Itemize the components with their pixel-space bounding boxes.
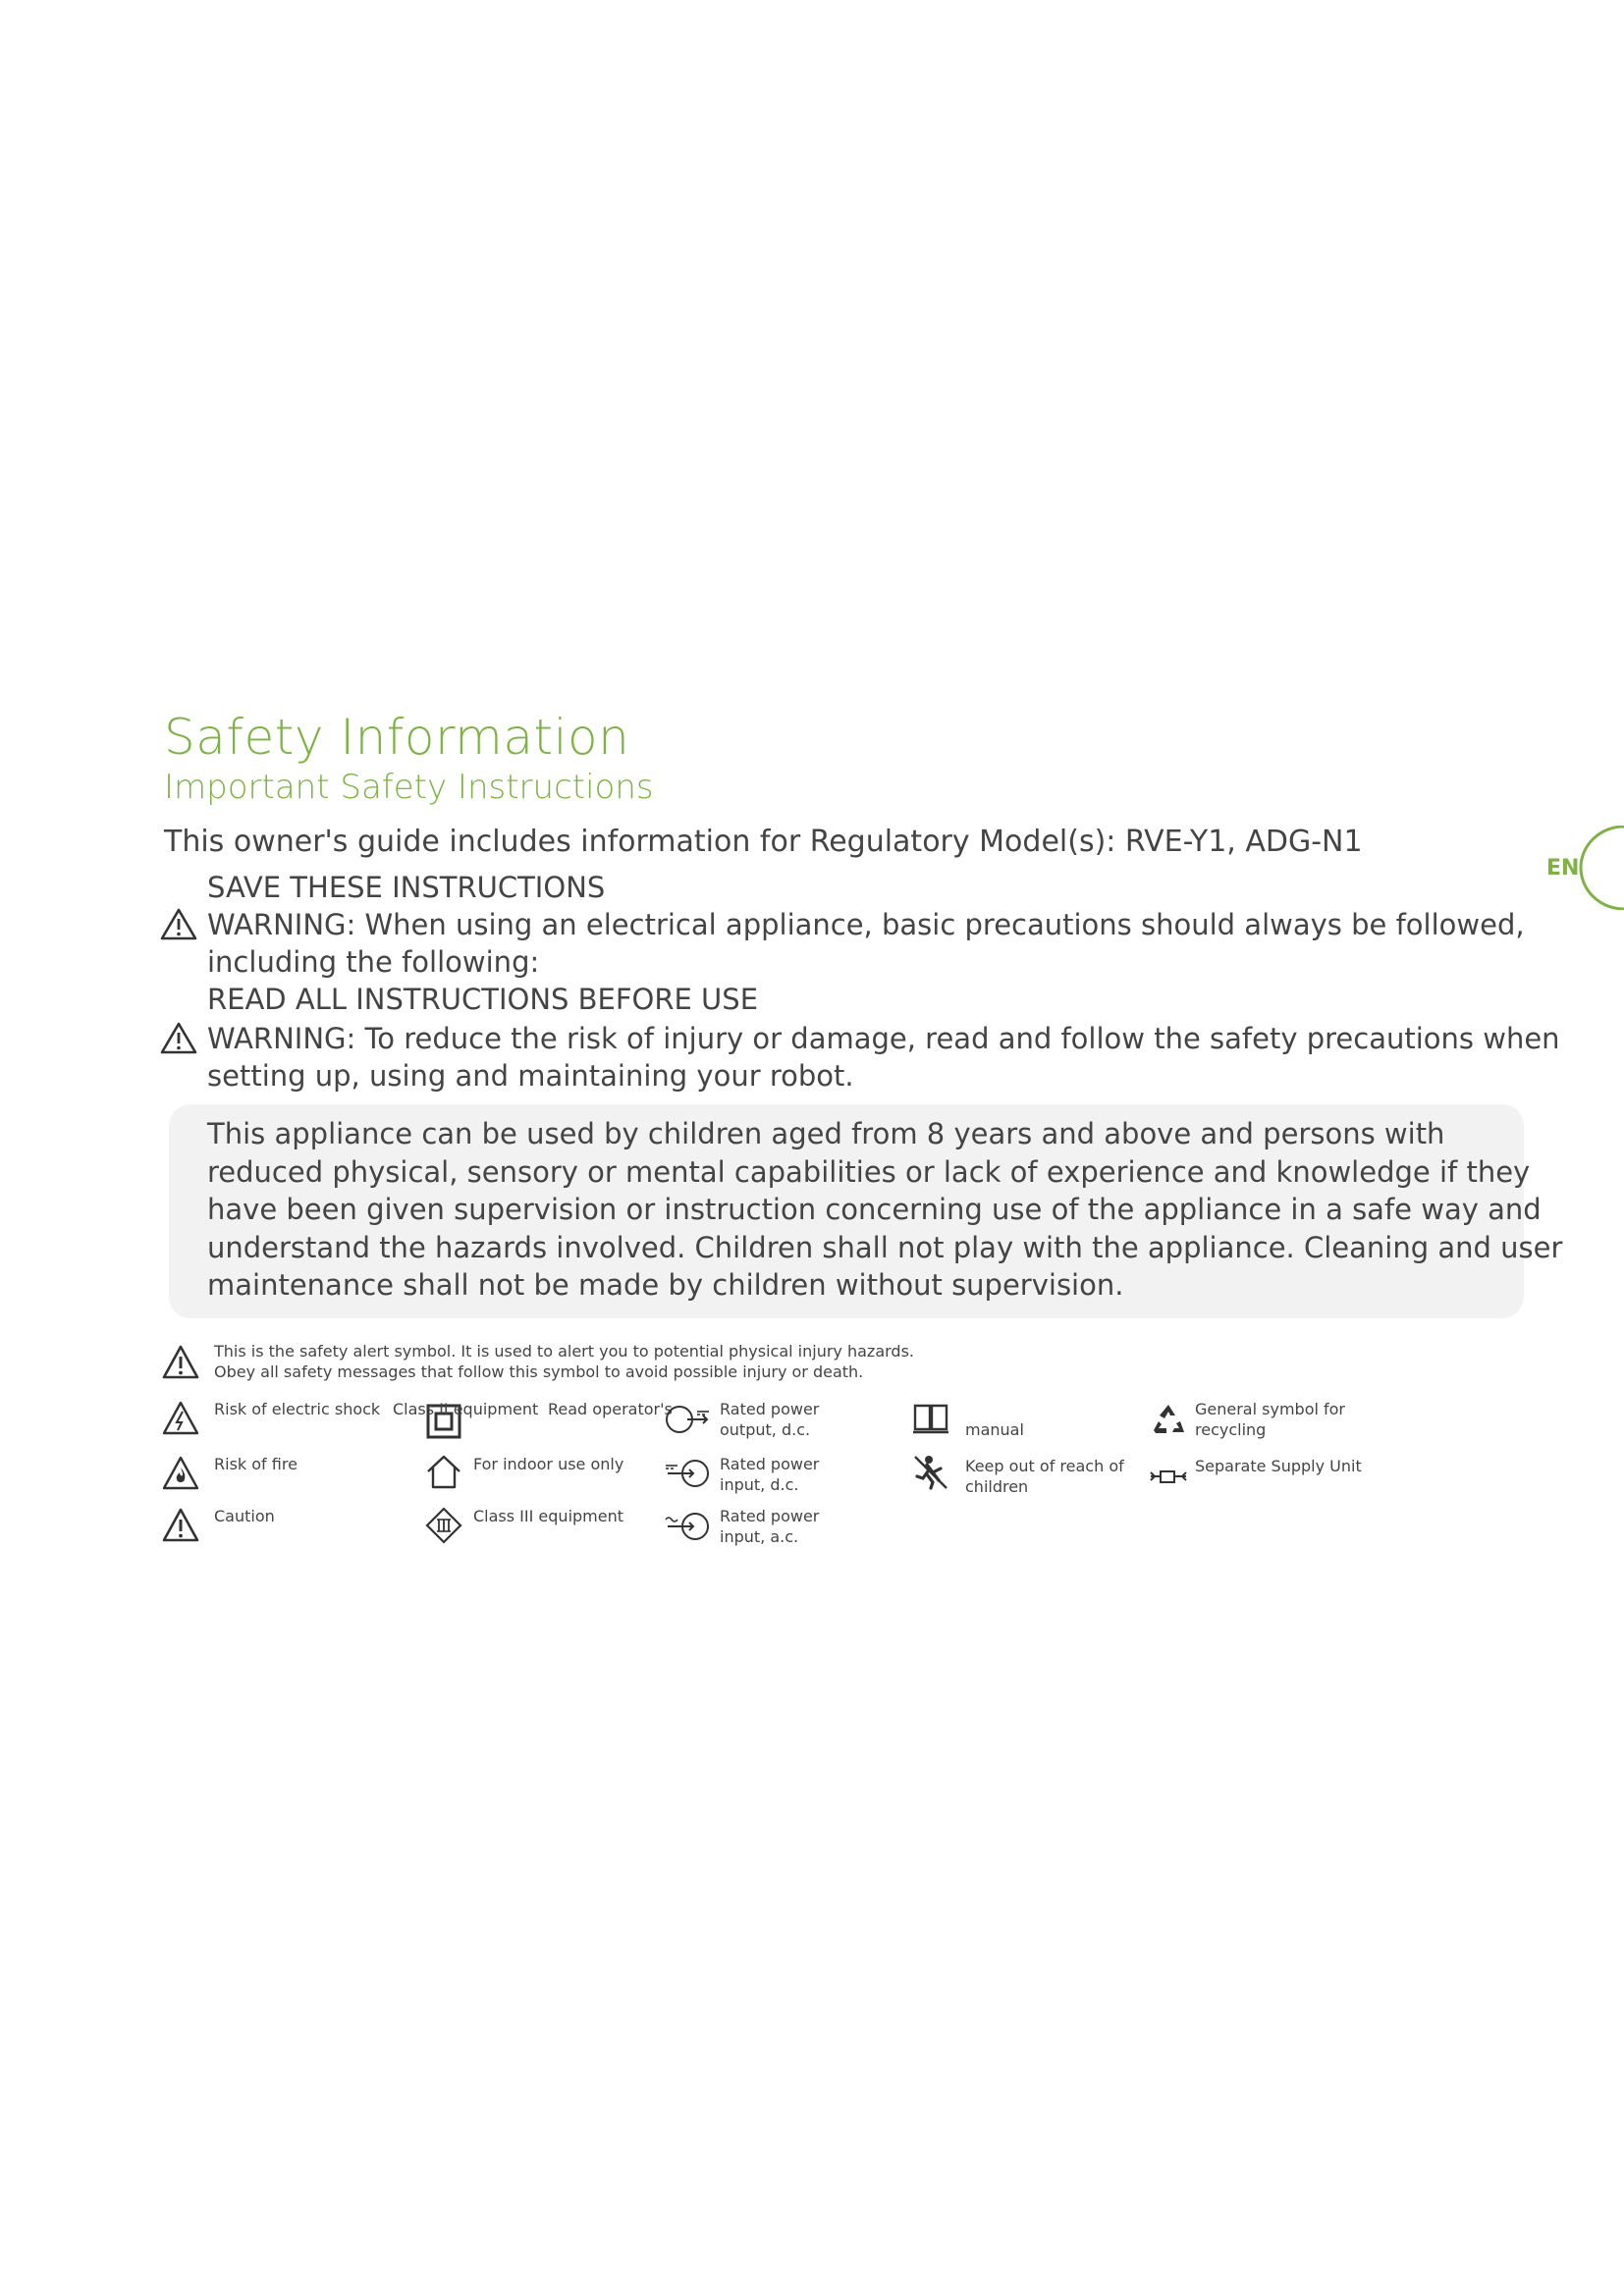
notice-line: This appliance can be used by children aged from 8 years and above and persons with: [207, 1117, 1445, 1150]
save-instructions: SAVE THESE INSTRUCTIONS: [207, 871, 606, 904]
children-label-1: Keep out of reach of: [965, 1457, 1124, 1475]
caution-icon: [161, 1506, 200, 1545]
warning-triangle-icon: [160, 1021, 197, 1054]
manual-book-icon: [911, 1398, 950, 1437]
safety-alert-line2: Obey all safety messages that follow this symbol to avoid possible injury or death.: [214, 1362, 864, 1381]
notice-line: have been given supervision or instruction concerning use of the appliance in a safe way and: [207, 1193, 1542, 1226]
warning-electrical-line1: WARNING: When using an electrical appliance, basic precautions should always be followed,: [207, 908, 1525, 941]
rated-input-ac-label-1: Rated power: [720, 1507, 820, 1525]
notice-line: understand the hazards involved. Children shall not play with the appliance. Cleaning and user: [207, 1230, 1563, 1264]
electric-shock-icon: [161, 1399, 200, 1438]
recycling-label-2: recycling: [1195, 1420, 1267, 1439]
supply-unit-label: Separate Supply Unit: [1195, 1457, 1362, 1475]
rated-input-dc-label-1: Rated power: [720, 1455, 820, 1473]
children-notice-text: [207, 1115, 1563, 1305]
separate-supply-icon: [1149, 1458, 1188, 1497]
read-manual-label: Read operator's: [548, 1400, 673, 1418]
safety-alert-line1: This is the safety alert symbol. It is used to alert you to potential physical injury hazards.: [214, 1342, 915, 1361]
fire-label: Risk of fire: [214, 1455, 298, 1473]
class-iii-label: Class III equipment: [473, 1507, 624, 1525]
warning-electrical-line2: including the following:: [207, 945, 540, 979]
rated-input-ac-icon: [664, 1507, 711, 1546]
page-subtitle: Important Safety Instructions: [164, 768, 654, 807]
read-all-instructions: READ ALL INSTRUCTIONS BEFORE USE: [207, 983, 759, 1016]
rated-output-dc-icon: [664, 1400, 711, 1439]
fire-icon: [161, 1454, 200, 1493]
warning-triangle-icon: [160, 907, 197, 940]
electric-shock-label: Risk of electric shock: [214, 1400, 381, 1418]
intro-text: This owner's guide includes information for Regulatory Model(s): RVE-Y1, ADG-N1: [164, 825, 1363, 859]
keep-away-children-icon: [911, 1453, 950, 1492]
rated-input-dc-icon: [664, 1454, 711, 1493]
warning-injury-line1: WARNING: To reduce the risk of injury or damage, read and follow the safety precautions when: [207, 1022, 1560, 1055]
recycling-label-1: General symbol for: [1195, 1400, 1346, 1418]
rated-output-dc-label-1: Rated power: [720, 1400, 820, 1418]
class-ii-label: Class II equipment: [393, 1400, 539, 1418]
recycling-icon: [1149, 1400, 1188, 1439]
language-tab-label[interactable]: EN: [1546, 856, 1580, 881]
children-label-2: children: [965, 1477, 1029, 1496]
rated-input-ac-label-2: input, a.c.: [720, 1527, 799, 1546]
notice-line: reduced physical, sensory or mental capabilities or lack of experience and knowledge if they: [207, 1154, 1531, 1189]
indoor-label: For indoor use only: [473, 1455, 624, 1473]
caution-label: Caution: [214, 1507, 275, 1525]
notice-line: maintenance shall not be made by children without supervision.: [207, 1268, 1124, 1302]
warning-injury-line2: setting up, using and maintaining your robot.: [207, 1059, 854, 1093]
manual-label: manual: [965, 1420, 1024, 1439]
rated-input-dc-label-2: input, d.c.: [720, 1475, 799, 1494]
page-title: Safety Information: [164, 709, 630, 766]
safety-alert-icon: [161, 1343, 200, 1382]
indoor-house-icon: [424, 1452, 463, 1491]
rated-output-dc-label-2: output, d.c.: [720, 1420, 811, 1439]
class-iii-icon: [424, 1506, 463, 1545]
